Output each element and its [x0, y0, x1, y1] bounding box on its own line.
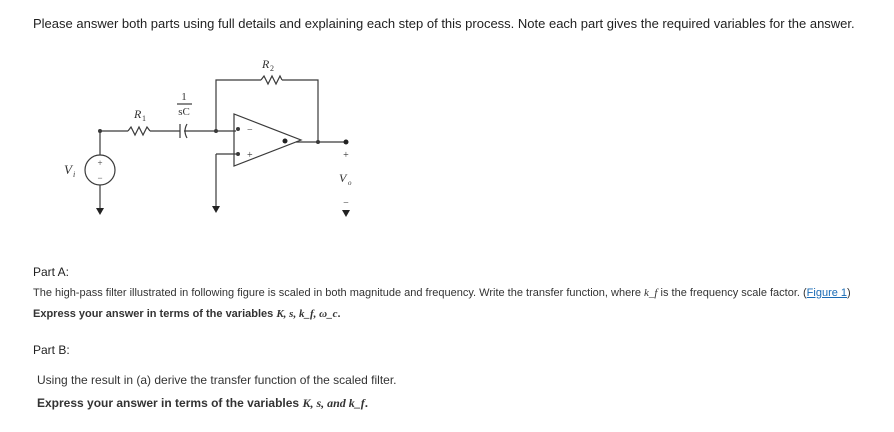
part-b-express-prefix: Express your answer in terms of the variables: [37, 396, 303, 410]
output-terminal-dot: [344, 140, 349, 145]
part-b-heading: Part B:: [33, 343, 70, 357]
r1-resistor-icon: [128, 127, 150, 135]
input-dot: [236, 152, 240, 156]
vo-subscript: o: [348, 179, 352, 187]
source-plus-sign: +: [97, 158, 103, 168]
op-amp-icon: [234, 114, 301, 166]
figure-1-link[interactable]: Figure 1: [806, 287, 848, 299]
vo-plus-sign: +: [343, 150, 349, 161]
r1-subscript: 1: [142, 114, 146, 123]
r2-label: R: [262, 57, 270, 71]
ground-arrow-icon: [96, 208, 104, 215]
input-dot: [236, 127, 240, 131]
r1-label: R: [134, 107, 142, 121]
part-a-text: [33, 287, 851, 299]
ground-arrow-icon: [212, 206, 220, 213]
part-b-express-suffix: .: [364, 396, 369, 410]
r2-subscript: 2: [270, 64, 274, 73]
part-b-text: Using the result in (a) derive the transfer function of the scaled filter.: [37, 373, 397, 387]
part-a-text-after: ): [847, 287, 851, 299]
feedback-right-wire: [282, 80, 318, 142]
part-a-text-mid: is the frequency scale factor. (: [657, 287, 807, 299]
source-minus-sign: −: [97, 173, 103, 183]
cap-numerator: 1: [181, 91, 187, 103]
part-b-express: [37, 396, 368, 411]
part-a-heading: Part A:: [33, 265, 70, 279]
part-b-vars: K, s, and k_f: [302, 396, 365, 410]
source-top-wire: [100, 131, 128, 155]
part-a-express-suffix: .: [337, 308, 341, 320]
kf-symbol: k_f: [644, 287, 658, 299]
output-dot: [283, 139, 288, 144]
instruction-text: Please answer both parts using full details and explaining each step of this process. Note each part gives the required variables for the answer.: [33, 16, 855, 31]
part-a-express-prefix: Express your answer in terms of the variables: [33, 308, 277, 320]
vi-label: V: [64, 162, 72, 177]
part-a-vars: K, s, k_f, ω_c: [276, 308, 338, 320]
vo-minus-sign: −: [343, 198, 349, 209]
part-a-express: [33, 308, 341, 320]
noninverting-sign: +: [247, 150, 253, 161]
vi-subscript: i: [73, 170, 76, 179]
feedback-left-wire: [216, 80, 261, 131]
inverting-sign: −: [247, 125, 253, 136]
r2-resistor-icon: [261, 76, 282, 84]
node-dot: [316, 140, 320, 144]
high-pass-filter-circuit: [56, 54, 376, 230]
output-ground-arrow-icon: [342, 210, 350, 217]
vo-label: V: [339, 171, 347, 185]
cap-denominator: sC: [178, 106, 190, 118]
node-dot: [98, 129, 102, 133]
part-a-text-before: The high-pass filter illustrated in following figure is scaled in both magnitude and frequency. Write the transfer function, where: [33, 287, 645, 299]
